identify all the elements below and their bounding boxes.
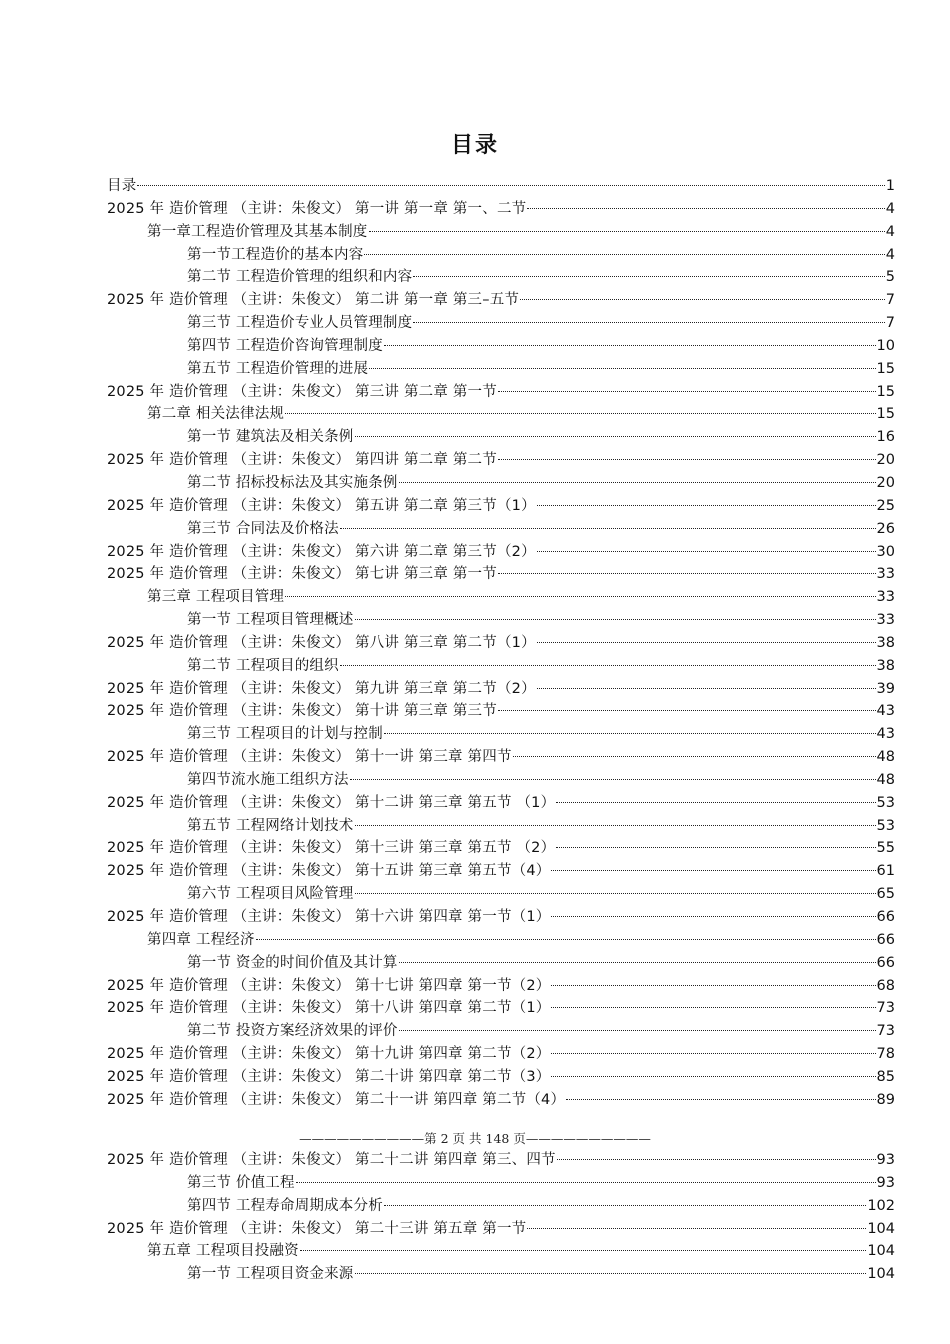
toc-page-number: 43 (876, 703, 895, 720)
toc-entry[interactable] (0, 723, 950, 746)
dot-leader (384, 733, 876, 734)
toc-entry[interactable] (0, 472, 950, 495)
dot-leader (340, 665, 876, 666)
toc-page-number: 66 (876, 931, 895, 948)
toc-entry[interactable] (0, 289, 950, 312)
dot-leader (557, 1159, 876, 1160)
toc-entry[interactable] (0, 426, 950, 449)
toc-entry[interactable] (0, 518, 950, 541)
toc-entry[interactable] (0, 541, 950, 564)
toc-page-number: 26 (876, 520, 895, 537)
dot-leader (399, 482, 876, 483)
toc-entry[interactable] (0, 198, 950, 221)
toc-entry-title: 2025 年 造价管理 （主讲：朱俊文） 第十讲 第三章 第三节 (107, 703, 497, 720)
dot-leader (498, 710, 876, 711)
toc-entry[interactable] (0, 358, 950, 381)
toc-entry[interactable] (0, 632, 950, 655)
toc-entry[interactable] (0, 1043, 950, 1066)
toc-page-number: 73 (876, 1000, 895, 1017)
toc-entry-title: 第五节 工程造价管理的进展 (187, 360, 369, 377)
toc-entry-title: 第三节 合同法及价格法 (187, 520, 339, 537)
toc-entry[interactable] (0, 1089, 950, 1112)
toc-entry-title: 2025 年 造价管理 （主讲：朱俊文） 第十七讲 第四章 第一节（2） (107, 977, 551, 994)
toc-entry[interactable] (0, 837, 950, 860)
toc-page-number: 89 (876, 1091, 895, 1108)
toc-entry[interactable] (0, 655, 950, 678)
page-footer: ——————————第 2 页 共 148 页—————————— (299, 1131, 651, 1146)
dot-leader (340, 528, 876, 529)
dot-leader (355, 893, 876, 894)
dot-leader (566, 1099, 875, 1100)
toc-page-number: 104 (867, 1266, 895, 1283)
dot-leader (369, 231, 885, 232)
toc-page-number: 55 (876, 840, 895, 857)
toc-page-number: 53 (876, 817, 895, 834)
toc-page-number: 20 (876, 452, 895, 469)
toc-page-number: 7 (885, 315, 895, 332)
toc-entry-title: 第二节 招标投标法及其实施条例 (187, 474, 398, 491)
toc-entry[interactable] (0, 815, 950, 838)
toc-page-number: 5 (885, 269, 895, 286)
toc-page-number: 30 (876, 543, 895, 560)
toc-entry-title: 第一节 资金的时间价值及其计算 (187, 954, 398, 971)
toc-entry[interactable] (0, 975, 950, 998)
toc-page-number: 65 (876, 886, 895, 903)
toc-entry[interactable] (0, 244, 950, 267)
dot-leader (296, 1182, 876, 1183)
dot-leader (556, 802, 875, 803)
toc-entry[interactable] (0, 1149, 950, 1172)
toc-entry[interactable] (0, 1172, 950, 1195)
toc-entry-title: 第三节 工程项目的计划与控制 (187, 726, 383, 743)
toc-entry-title: 2025 年 造价管理 （主讲：朱俊文） 第九讲 第三章 第二节（2） (107, 680, 536, 697)
toc-page-number: 4 (885, 246, 895, 263)
toc-page-number: 15 (876, 406, 895, 423)
dot-leader (537, 688, 876, 689)
dot-leader (256, 939, 876, 940)
toc-page-number: 85 (876, 1068, 895, 1085)
toc-entry-title: 2025 年 造价管理 （主讲：朱俊文） 第二十讲 第四章 第二节（3） (107, 1068, 551, 1085)
toc-page-number: 16 (876, 429, 895, 446)
toc-entry-title: 第四节 工程造价咨询管理制度 (187, 337, 383, 354)
dot-leader (551, 985, 875, 986)
toc-entry[interactable] (0, 609, 950, 632)
dot-leader (520, 299, 885, 300)
toc-entry-title: 2025 年 造价管理 （主讲：朱俊文） 第十一讲 第三章 第四节 (107, 749, 512, 766)
toc-page-number: 33 (876, 566, 895, 583)
dot-leader (137, 185, 884, 186)
toc-entry-title: 第一节 建筑法及相关条例 (187, 429, 354, 446)
toc-entry[interactable] (0, 1240, 950, 1263)
toc-page-number: 20 (876, 474, 895, 491)
toc-page-number: 33 (876, 612, 895, 629)
toc-entry-title: 2025 年 造价管理 （主讲：朱俊文） 第三讲 第二章 第一节 (107, 383, 497, 400)
toc-page-number: 93 (876, 1152, 895, 1168)
toc-entry[interactable] (0, 952, 950, 975)
toc-entry[interactable] (0, 403, 950, 426)
toc-entry[interactable] (0, 175, 950, 198)
toc-page-number: 33 (876, 589, 895, 606)
toc-page-number: 61 (876, 863, 895, 880)
dot-leader (384, 345, 876, 346)
toc-page-number: 39 (876, 680, 895, 697)
toc-entry-title: 第一章工程造价管理及其基本制度 (147, 223, 368, 240)
dot-leader (527, 1228, 866, 1229)
dot-leader (413, 276, 884, 277)
toc-entry-title: 第六节 工程项目风险管理 (187, 886, 354, 903)
toc-entry[interactable] (0, 769, 950, 792)
toc-entry[interactable] (0, 266, 950, 289)
toc-page-number: 66 (876, 954, 895, 971)
toc-page-number: 104 (867, 1243, 895, 1260)
dot-leader (537, 642, 876, 643)
dot-leader (384, 1205, 866, 1206)
toc-page-number: 15 (876, 360, 895, 377)
toc-entry-title: 2025 年 造价管理 （主讲：朱俊文） 第十九讲 第四章 第二节（2） (107, 1046, 551, 1063)
document-title: 目录 (450, 133, 499, 158)
toc-page-number: 10 (876, 337, 895, 354)
toc-page-number: 93 (876, 1174, 895, 1191)
dot-leader (551, 916, 875, 917)
toc-entry-title: 第三节 价值工程 (187, 1174, 295, 1191)
dot-leader (355, 1273, 867, 1274)
toc-entry-title: 2025 年 造价管理 （主讲：朱俊文） 第十八讲 第四章 第二节（1） (107, 1000, 551, 1017)
dot-leader (537, 551, 876, 552)
toc-entry-title: 2025 年 造价管理 （主讲：朱俊文） 第十二讲 第三章 第五节 （1） (107, 794, 556, 811)
toc-entry[interactable] (0, 746, 950, 769)
dot-leader (285, 596, 875, 597)
toc-entry-title: 第二章 相关法律法规 (147, 406, 285, 423)
toc-entry-title: 2025 年 造价管理 （主讲：朱俊文） 第四讲 第二章 第二节 (107, 452, 497, 469)
toc-entry[interactable] (0, 997, 950, 1020)
toc-entry-title: 第二节 工程造价管理的组织和内容 (187, 269, 413, 286)
toc-page-number: 4 (885, 200, 895, 217)
toc-entry[interactable] (0, 883, 950, 906)
dot-leader (369, 368, 875, 369)
toc-entry-title: 2025 年 造价管理 （主讲：朱俊文） 第六讲 第二章 第三节（2） (107, 543, 536, 560)
dot-leader (513, 756, 876, 757)
toc-page-number: 53 (876, 794, 895, 811)
toc-entry[interactable] (0, 678, 950, 701)
dot-leader (551, 870, 875, 871)
toc-entry[interactable] (0, 586, 950, 609)
toc-entry[interactable] (0, 381, 950, 404)
dot-leader (300, 1250, 867, 1251)
table-of-contents (0, 175, 950, 1112)
toc-entry[interactable] (0, 906, 950, 929)
toc-entry[interactable] (0, 1066, 950, 1089)
toc-entry[interactable] (0, 221, 950, 244)
table-of-contents-continued (0, 1149, 950, 1286)
toc-entry[interactable] (0, 1195, 950, 1218)
dot-leader (551, 1053, 875, 1054)
dot-leader (350, 779, 876, 780)
dot-leader (355, 619, 876, 620)
dot-leader (364, 254, 884, 255)
toc-entry-title: 2025 年 造价管理 （主讲：朱俊文） 第一讲 第一章 第一、二节 (107, 200, 527, 217)
toc-page-number: 38 (876, 657, 895, 674)
toc-entry[interactable] (0, 312, 950, 335)
toc-entry-title: 2025 年 造价管理 （主讲：朱俊文） 第八讲 第三章 第二节（1） (107, 634, 536, 651)
toc-page-number: 38 (876, 634, 895, 651)
dot-leader (551, 1007, 875, 1008)
toc-page-number: 25 (876, 497, 895, 514)
toc-entry[interactable] (0, 1263, 950, 1286)
toc-entry-title: 2025 年 造价管理 （主讲：朱俊文） 第五讲 第二章 第三节（1） (107, 497, 536, 514)
toc-entry-title: 第二节 工程项目的组织 (187, 657, 339, 674)
toc-entry[interactable] (0, 700, 950, 723)
toc-page-number: 104 (867, 1220, 895, 1237)
toc-entry-title: 第一节工程造价的基本内容 (187, 246, 364, 263)
toc-entry[interactable] (0, 563, 950, 586)
toc-entry[interactable] (0, 792, 950, 815)
dot-leader (537, 505, 876, 506)
toc-page-number: 7 (885, 292, 895, 309)
toc-entry-title: 2025 年 造价管理 （主讲：朱俊文） 第十六讲 第四章 第一节（1） (107, 909, 551, 925)
dot-leader (355, 436, 876, 437)
dot-leader (399, 1030, 876, 1031)
toc-entry-title: 第四章 工程经济 (147, 931, 255, 948)
toc-entry-title: 第三节 工程造价专业人员管理制度 (187, 315, 413, 332)
toc-entry[interactable] (0, 1020, 950, 1043)
toc-entry-title: 第五章 工程项目投融资 (147, 1243, 299, 1260)
dot-leader (498, 459, 876, 460)
toc-page-number: 1 (885, 178, 895, 194)
toc-entry[interactable] (0, 929, 950, 952)
toc-entry-title: 2025 年 造价管理 （主讲：朱俊文） 第七讲 第三章 第一节 (107, 566, 497, 583)
toc-entry[interactable] (0, 1218, 950, 1241)
toc-entry-title: 目录 (107, 178, 137, 194)
toc-entry-title: 2025 年 造价管理 （主讲：朱俊文） 第十三讲 第三章 第五节 （2） (107, 840, 556, 857)
toc-entry-title: 2025 年 造价管理 （主讲：朱俊文） 第二十三讲 第五章 第一节 (107, 1220, 527, 1237)
toc-page-number: 73 (876, 1023, 895, 1040)
toc-entry-title: 第一节 工程项目资金来源 (187, 1266, 354, 1283)
toc-entry-title: 2025 年 造价管理 （主讲：朱俊文） 第十五讲 第三章 第五节（4） (107, 863, 551, 880)
dot-leader (498, 573, 876, 574)
toc-page-number: 48 (876, 771, 895, 788)
toc-entry-title: 第五节 工程网络计划技术 (187, 817, 354, 834)
toc-entry-title: 第二节 投资方案经济效果的评价 (187, 1023, 398, 1040)
toc-entry[interactable] (0, 335, 950, 358)
toc-entry-title: 2025 年 造价管理 （主讲：朱俊文） 第二十一讲 第四章 第二节（4） (107, 1091, 566, 1108)
dot-leader (285, 413, 875, 414)
dot-leader (399, 962, 876, 963)
dot-leader (551, 1076, 875, 1077)
toc-entry[interactable] (0, 860, 950, 883)
toc-entry-title: 2025 年 造价管理 （主讲：朱俊文） 第二十二讲 第四章 第三、四节 (107, 1152, 556, 1168)
dot-leader (498, 391, 876, 392)
toc-page-number: 66 (876, 909, 895, 925)
toc-page-number: 15 (876, 383, 895, 400)
dot-leader (355, 825, 876, 826)
toc-page-number: 4 (885, 223, 895, 240)
toc-entry-title: 第四节流水施工组织方法 (187, 771, 349, 788)
toc-page-number: 68 (876, 977, 895, 994)
dot-leader (556, 847, 875, 848)
toc-page-number: 48 (876, 749, 895, 766)
toc-entry-title: 第三章 工程项目管理 (147, 589, 285, 606)
toc-entry-title: 2025 年 造价管理 （主讲：朱俊文） 第二讲 第一章 第三–五节 (107, 292, 520, 309)
toc-entry-title: 第一节 工程项目管理概述 (187, 612, 354, 629)
dot-leader (413, 322, 884, 323)
toc-page-number: 78 (876, 1046, 895, 1063)
toc-entry[interactable] (0, 495, 950, 518)
dot-leader (527, 208, 884, 209)
toc-entry[interactable] (0, 449, 950, 472)
toc-page-number: 43 (876, 726, 895, 743)
toc-page-number: 102 (867, 1197, 895, 1214)
toc-entry-title: 第四节 工程寿命周期成本分析 (187, 1197, 383, 1214)
